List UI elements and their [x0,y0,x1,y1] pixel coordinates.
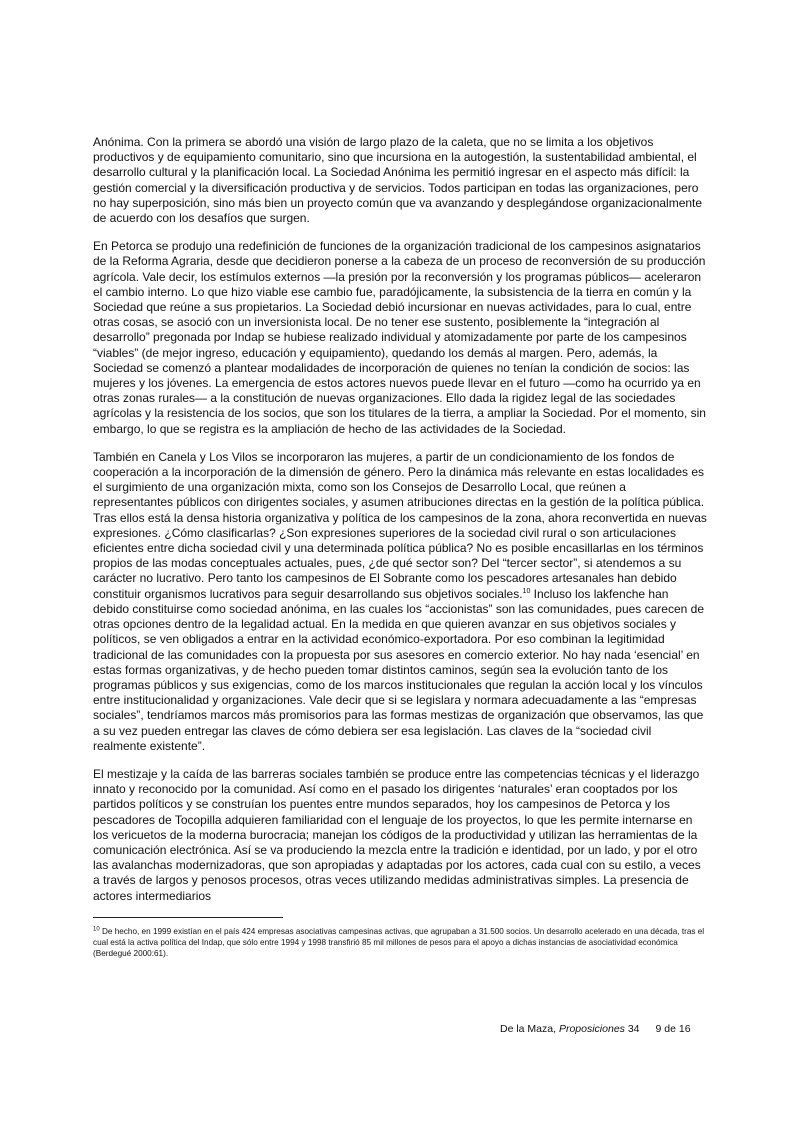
paragraph-3 [93,450,707,754]
footnote-text: De hecho, en 1999 existían en el país 424 empresas asociativas campesinas activas, que agrupaban a 31.500 socios. Un desarrollo acelerado en una década, tras el cual está la activa política del Indap, que sólo entre 1994 y 1998 transfirió 85 mil millones de pesos para el apoyo a dichas instancias de asociatividad económica (Berdegué 2000:61). [93,926,705,958]
footnote-number: 10 [93,926,100,933]
footnote-divider [93,917,283,918]
paragraph-1: Anónima. Con la primera se abordó una visión de largo plazo de la caleta, que no se limita a los objetivos productivos y de equipamiento comunitario, sino que incursiona en la autogestión, la sustentabilidad ambiental, el desarrollo cultural y la planificación local. La Sociedad Anónima les permitió ingresar en el aspecto más difícil: la gestión comercial y la diversificación productiva y de servicios. Todos participan en todas las organizaciones, pero no hay superposición, sino más bien un proyecto común que va avanzando y desplegándose organizacionalmente de acuerdo con los desafíos que surgen. [93,135,703,226]
footnote-reference[interactable]: 10 [522,587,531,595]
footer-publication: Proposiciones [558,1023,625,1035]
paragraph-3-part-1: También en Canela y Los Vilos se incorporaron las mujeres, a partir de un condicionamiento de los fondos de cooperación a la incorporación de la dimensión de género. Pero la dinámica más relevante en estas localidades es el surgimiento de una organización mixta, como son los Consejos de Desarrollo Local, que reúnen a representantes públicos con dirigentes sociales, y asumen atribuciones directas en la gestión de la política pública. Tras ellos está la densa historia organizativa y política de los campesinos de la zona, ahora reconvertida en nuevas expresiones. ¿Cómo clasificarlas? ¿Son expresiones superiores de la sociedad civil rural o son articulaciones eficientes entre dicha sociedad civil y una determinada política pública? No es posible encasillarlas en los términos propios de las modas conceptuales actuales, pues, ¿de qué sector son? Del “tercer sector”, si atendemos a su carácter no lucrativo. Pero tanto los campesinos de El Sobrante como los pescadores artesanales han debido constituir organismos lucrativos para seguir desarrollando sus objetivos sociales. [93,449,707,601]
footer-author: De la Maza, [500,1023,559,1035]
page-body [93,135,707,959]
footer-issue: 34 [624,1023,640,1035]
page-footer [500,1023,691,1035]
paragraph-2: En Petorca se produjo una redefinición de funciones de la organización tradicional de los campesinos asignatarios de la Reforma Agraria, desde que decidieron ponerse a la cabeza de un proceso de reconversión de su producción agrícola. Vale decir, los estímulos externos —la presión por la reconversión y los programas públicos— aceleraron el cambio interno. Lo que hizo viable ese cambio fue, paradójicamente, la subsistencia de la tierra en común y la Sociedad que reúne a sus propietarios. La Sociedad debió incursionar en nuevas actividades, para lo cual, entre otras cosas, se asoció con un inversionista local. De no tener ese sustento, posiblemente la “integración al desarrollo” pregonada por Indap se hubiese realizado individual y atomizadamente por parte de los campesinos “viables” (de mejor ingreso, educación y equipamiento), quedando los demás al margen. Pero, además, la Sociedad se comenzó a plantear modalidades de incorporación de quienes no tenían la condición de socios: las mujeres y los jóvenes. La emergencia de estos actores nuevos puede llevar en el futuro —como ha ocurrido ya en otras zonas rurales— a la constitución de nuevas organizaciones. Ello dada la rigidez legal de las sociedades agrícolas y la resistencia de los socios, que son los titulares de la tierra, a ampliar la Sociedad. Por el momento, sin embargo, lo que se registra es la ampliación de hecho de las actividades de la Sociedad. [93,239,706,436]
paragraph-4: El mestizaje y la caída de las barreras sociales también se produce entre las competencias técnicas y el liderazgo innato y reconocido por la comunidad. Así como en el pasado los dirigentes ‘naturales’ eran cooptados por los partidos políticos y se construían los puentes entre mundos separados, hoy los campesinos de Petorca y los pescadores de Tocopilla adquieren familiaridad con el lenguaje de los proyectos, lo que les permite internarse en los vericuetos de la moderna burocracia; manejan los códigos de la productividad y utilizan las herramientas de la comunicación electrónica. Así se va produciendo la mezcla entre la tradición e identidad, por un lado, y por el otro las avalanchas modernizadoras, que son apropiadas y adaptadas por los actores, cada cual con su estilo, a veces a través de largos y penosos procesos, otras veces utilizando medidas administrativas simples. La presencia de actores intermediarios [93,766,701,903]
paragraph-3-part-2: Incluso los lakfenche han debido constituirse como sociedad anónima, en las cuales los “accionistas” son las comunidades, pues carecen de otras opciones dentro de la legalidad actual. En la medida en que quieren avanzar en sus objetivos sociales y políticos, se ven obligados a entrar en la actividad económico-exportadora. Por eso combinan la legitimidad tradicional de las comunidades con la propuesta por sus asesores en comercio exterior. No hay nada ‘esencial’ en estas formas organizativas, y de hecho pueden tomar distintos caminos, según sea la evolución tanto de los programas públicos y sus exigencias, como de los marcos institucionales que regulan la acción local y los vínculos entre institucionalidad y organizaciones. Vale decir que si se legislara y normara adecuadamente a las “empresas sociales”, tendríamos marcos más promisorios para las formas mestizas de organización que observamos, las que a su vez pueden entregar las claves de cómo debiera ser esa legislación. Las claves de la “sociedad civil realmente existente”. [93,586,705,753]
page-number: 9 de 16 [655,1023,691,1035]
footnote [93,926,707,959]
